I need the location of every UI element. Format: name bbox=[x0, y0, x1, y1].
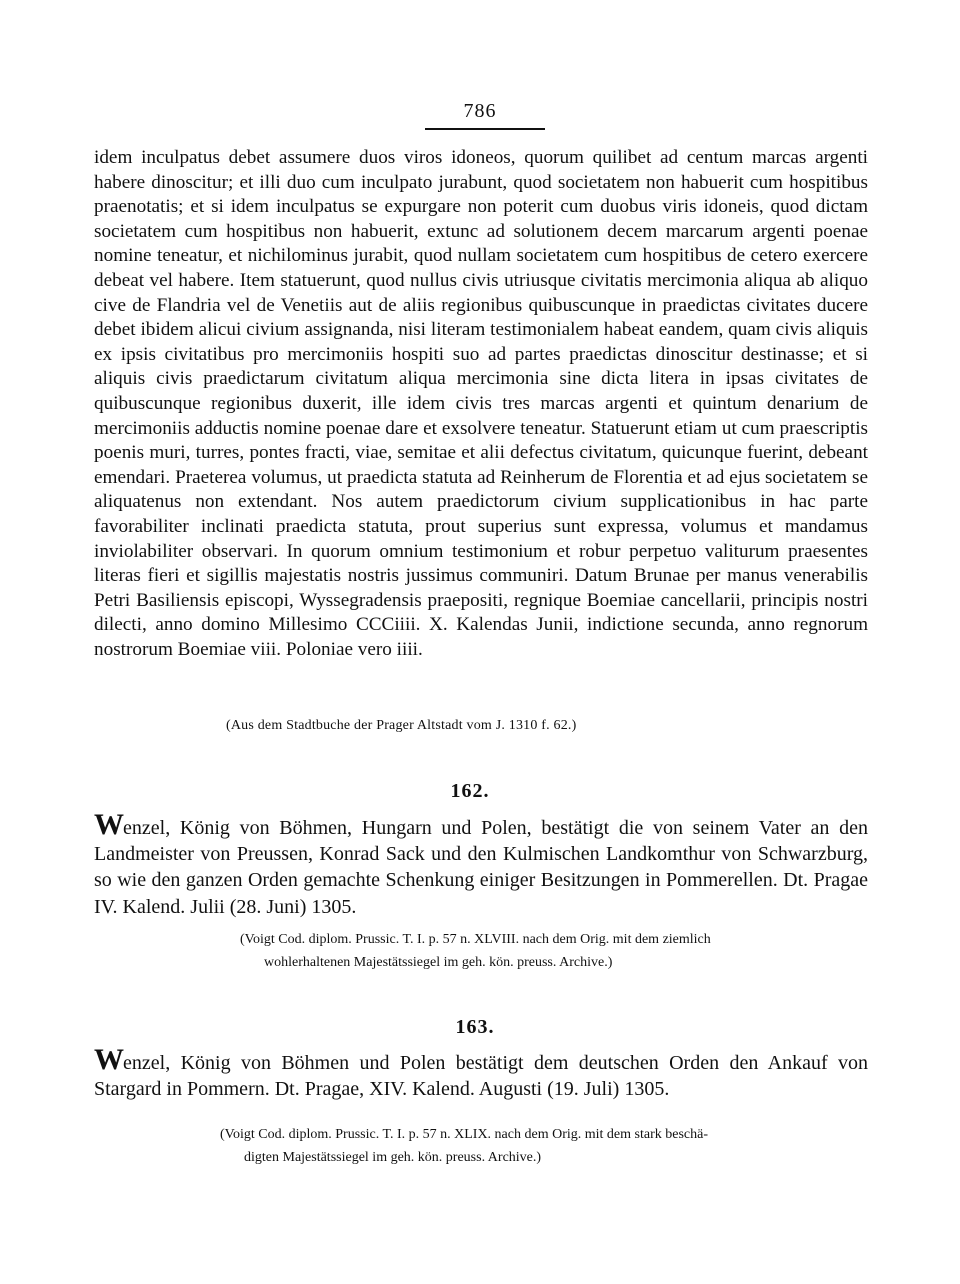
archive-note-163-line2: digten Majestätssiegel im geh. kön. preuss. Archive.) bbox=[244, 1149, 542, 1165]
document-number-163: 163. bbox=[455, 1016, 495, 1038]
regest-162-text: enzel, König von Böhmen, Hungarn und Polen, bestätigt die von seinem Vater an den Landmeister von Preussen, Konrad Sack und den Kulmischen Landkomthur von Schwarzburg, so wie den ganzen Orden gemachte Schenkung einiger Besitzungen in Pommerellen. Dt. Pragae IV. Kalend. Julii (28. Juni) 1305. bbox=[94, 817, 868, 918]
initial-letter-162: W bbox=[94, 808, 123, 841]
regest-163 bbox=[94, 1043, 868, 1102]
archive-note-162 bbox=[240, 929, 880, 974]
archive-note-163-line1: (Voigt Cod. diplom. Prussic. T. I. p. 57 n. XLIX. nach dem Orig. mit dem stark beschä- bbox=[220, 1127, 708, 1142]
archive-note-162-line1: (Voigt Cod. diplom. Prussic. T. I. p. 57 n. XLVIII. nach dem Orig. mit dem ziemlich bbox=[240, 932, 711, 947]
page-number-rule bbox=[425, 128, 545, 130]
regest-163-text: enzel, König von Böhmen und Polen bestätigt dem deutschen Orden den Ankauf von Stargard in Pommern. Dt. Pragae, XIV. Kalend. Augusti (19. Juli) 1305. bbox=[94, 1052, 868, 1101]
charter-source-note: (Aus dem Stadtbuche der Prager Altstadt vom J. 1310 f. 62.) bbox=[226, 718, 577, 733]
charter-text: idem inculpatus debet assumere duos viros idoneos, quorum quilibet ad centum marcas argenti habere dinoscitur; et illi duo cum inculpato jurabunt, quod societatem non habuerit cum hospitibus praenotatis; et si idem inculpatus se expurgare non poterit cum duobus viris idoneis, quod dictam societatem cum hospitibus non habuerit, extunc ad solutionem decem marcarum argenti poenae nomine teneatur, et nichilominus jurabit, quod nullam societatem cum hospitibus de cetero exercere debeat vel habere. Item statuerunt, quod nullus civis utriusque civitatis mercimonia aliqua ab aliquo cive de Flandria vel de Venetiis aut de aliis regionibus quibuscunque in praedictas civitates ducere debet ibidem alicui civium assignanda, nisi literam testimonialem habeat eandem, quam civis aliquis ex ipsis civitatibus pro mercimoniis hospiti suo ad partes praedictas dinoscitur destinasse; et si aliquis civis praedictarum civitatum aliqua mercimonia sine dicta litera in ipsas civitates de quibuscunque regionibus duxerit, ille idem civis tres marcas argenti et quintum denarium de mercimoniis adductis nomine poenae dare et exsolvere teneatur. Statuerunt etiam ut cum praescriptis poenis muri, turres, pontes fracti, viae, semitae et alii defectus civitatum, quicunque fuerint, debeant emendari. Praeterea volumus, ut praedicta statuta ad Reinherum de Florentia et ad ejus societatem se aliquatenus non extendant. Nos autem praedictorum civium supplicationibus in hac parte favorabiliter inclinati praedicta statuta, prout superius sunt expressa, volumus et mandamus inviolabiliter observari. In quorum omnium testimonium et robur perpetuo valiturum praesentes literas fieri et sigillis majestatis nostris jussimus communiri. Datum Brunae per manus venerabilis Petri Basiliensis episcopi, Wyssegradensis praepositi, regnique Boemiae cancellarii, principis nostri dilecti, anno domino Millesimo CCCiiii. X. Kalendas Junii, indictione secunda, anno regnorum nostrorum Boemiae viii. Poloniae vero iiii. bbox=[94, 147, 868, 660]
document-number-162: 162. bbox=[450, 780, 490, 802]
archive-note-162-line2: wohlerhaltenen Majestätssiegel im geh. kön. preuss. Archive.) bbox=[264, 954, 613, 970]
regest-162 bbox=[94, 808, 868, 920]
page-number: 786 bbox=[463, 100, 497, 122]
archive-note-163 bbox=[220, 1124, 880, 1169]
initial-letter-163: W bbox=[94, 1043, 123, 1076]
